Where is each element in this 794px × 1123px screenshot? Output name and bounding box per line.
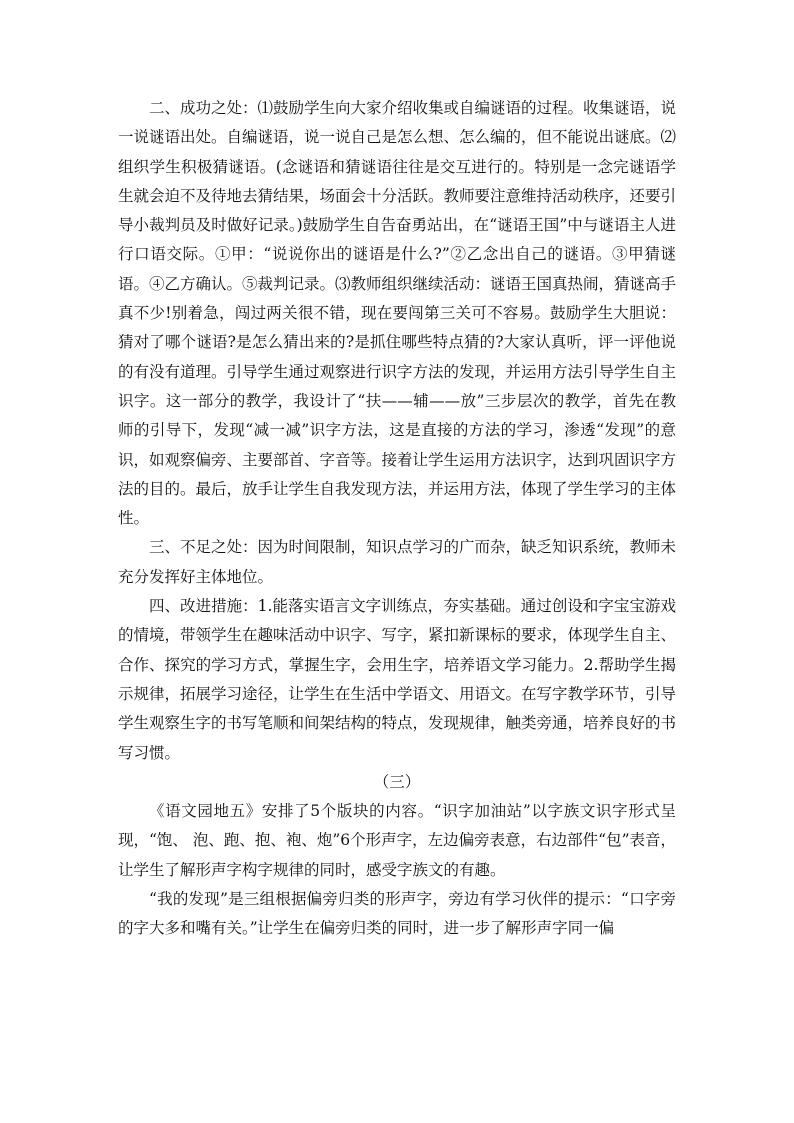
paragraph-shortcomings: 三、不足之处：因为时间限制，知识点学习的广而杂，缺乏知识系统，教师未充分发挥好主体地位。 [118, 538, 677, 586]
document-body [118, 94, 676, 944]
paragraph-successes: 二、成功之处：⑴鼓励学生向大家介绍收集或自编谜语的过程。收集谜语，说一说谜语出处。自编谜语，说一说自己是怎么想、怎么编的，但不能说出谜底。⑵组织学生积极猜谜语。(念谜语和猜谜语往往是交互进行的。特别是一念完谜语学生就会迫不及待地去猜结果，场面会十分活跃。教师要注意维持活动秩序，还要引导小裁判员及时做好记录。)鼓励学生自告奋勇站出，在“谜语王国”中与谜语主人进行口语交际。①甲：“说说你出的谜语是什么?”②乙念出自己的谜语。③甲猜谜语。④乙方确认。⑤裁判记录。⑶教师组织继续活动：谜语王国真热闹，猜谜高手真不少!别着急，闯过两关很不错，现在要闯第三关可不容易。鼓励学生大胆说：猜对了哪个谜语?是怎么猜出来的?是抓住哪些特点猜的?大家认真听，评一评他说的有没有道理。引导学生通过观察进行识字方法的发现，并运用方法引导学生自主识字。这一部分的教学，我设计了“扶——辅——放”三步层次的教学，首先在教师的引导下，发现“减一减”识字方法，这是直接的方法的学习，渗透“发现”的意识，如观察偏旁、主要部首、字音等。接着让学生运用方法识字，达到巩固识字方法的目的。最后，放手让学生自我发现方法，并运用方法，体现了学生学习的主体性。 [118, 99, 677, 528]
paragraph-my-discovery: “我的发现”是三组根据偏旁归类的形声字，旁边有学习伙伴的提示：“口字旁的字大多和嘴有关。”让学生在偏旁归类的同时，进一步了解形声字同一偏 [118, 890, 676, 938]
paragraph-yuwen-yuandi: 《语文园地五》安排了5个版块的内容。“识字加油站”以字族文识字形式呈现，“饱、 泡、跑、抱、袍、炮”6个形声字，左边偏旁表意，右边部件“包”表音，让学生了解形声字构字规律的同时，感受字族文的有趣。 [118, 802, 676, 879]
paragraph-improvements: 四、改进措施：1.能落实语言文字训练点，夯实基础。通过创设和字宝宝游戏的情境，带领学生在趣味活动中识字、写字，紧扣新课标的要求，体现学生自主、合作、探究的学习方式，掌握生字，会用生字，培养语文学习能力。2.帮助学生揭示规律，拓展学习途径，让学生在生活中学语文、用语文。在写字教学环节，引导学生观察生字的书写笔顺和间架结构的特点，发现规律，触类旁通，培养良好的书写习惯。 [118, 597, 677, 762]
section-heading: （三） [373, 772, 421, 791]
